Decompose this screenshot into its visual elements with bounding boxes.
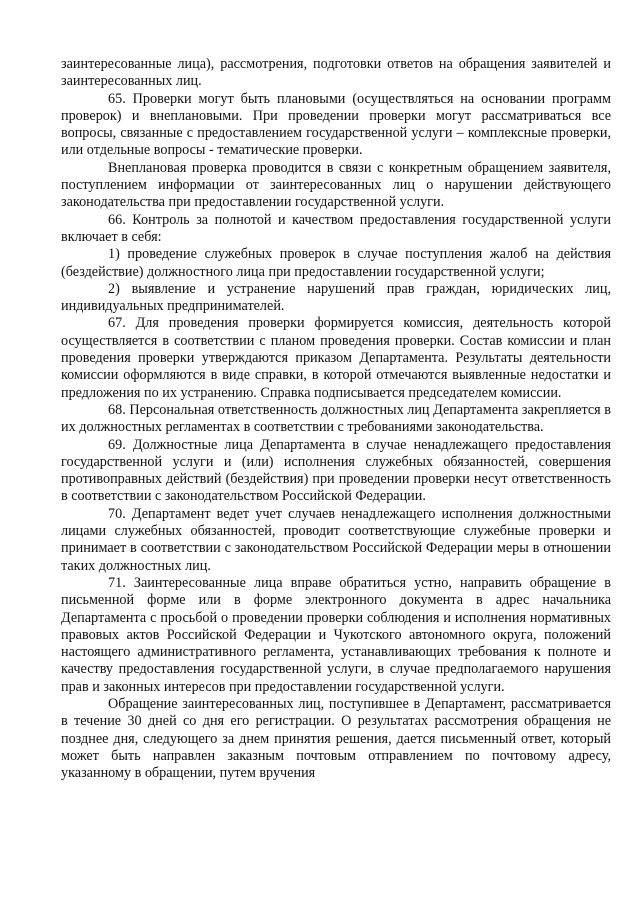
paragraph-67: 67. Для проведения проверки формируется комиссия, деятельность которой осуществляется в соответствии с планом проведения проверки. Состав комиссии и план проведения проверки утверждаются приказом Департамента. Результаты деятельности комиссии оформляются в виде справки, в которой отмечаются выявленные недостатки и предложения по их устранению. Справка подписывается председателем комиссии.	[61, 315, 611, 401]
paragraph-70: 70. Департамент ведет учет случаев ненадлежащего исполнения должностными лицами служебных обязанностей, проводит соответствующие служебные проверки и принимает в соответствии с законодательством Российской Федерации меры в отношении таких должностных лиц.	[61, 505, 611, 574]
paragraph-69: 69. Должностные лица Департамента в случае ненадлежащего предоставления государственной услуги и (или) исполнения служебных обязанностей, совершения противоправных действий (бездействия) при проведении проверки несут ответственность в соответствии с законодательством Российской Федерации.	[61, 436, 611, 505]
paragraph-unscheduled-check: Внеплановая проверка проводится в связи с конкретным обращением заявителя, поступлением информации от заинтересованных лиц о нарушении действующего законодательства при предоставлении государственной услуги.	[61, 159, 611, 211]
paragraph-65: 65. Проверки могут быть плановыми (осуществляться на основании программ проверок) и внеплановыми. При проведении проверки могут рассматриваться все вопросы, связанные с предоставлением государственной услуги – комплексные проверки, или отдельные вопросы - тематические проверки.	[61, 90, 611, 159]
paragraph-71: 71. Заинтересованные лица вправе обратиться устно, направить обращение в письменной форме или в форме электронного документа в адрес начальника Департамента с просьбой о проведении проверки соблюдения и исполнения нормативных правовых актов Российской Федерации и Чукотского автономного округа, положений настоящего административного регламента, устанавливающих требования к полноте и качеству предоставления государственной услуги, в случае предполагаемого нарушения прав и законных интересов при предоставлении государственной услуги.	[61, 574, 611, 695]
paragraph-appeal-review: Обращение заинтересованных лиц, поступившее в Департамент, рассматривается в течение 30 дней со дня его регистрации. О результатах рассмотрения обращения не позднее дня, следующего за днем принятия решения, дается письменный ответ, который может быть направлен заказным почтовым отправлением по почтовому адресу, указанному в обращении, путем вручения	[61, 695, 611, 782]
paragraph-continuation: заинтересованные лица), рассмотрения, подготовки ответов на обращения заявителей и заинтересованных лиц.	[61, 56, 611, 90]
paragraph-68: 68. Персональная ответственность должностных лиц Департамента закрепляется в их должностных регламентах в соответствии с требованиями законодательства.	[61, 401, 611, 436]
document-page	[61, 56, 611, 782]
paragraph-66: 66. Контроль за полнотой и качеством предоставления государственной услуги включает в себя:	[61, 211, 611, 245]
paragraph-66-item-1: 1) проведение служебных проверок в случае поступления жалоб на действия (бездействие) должностного лица при предоставлении государственной услуги;	[61, 246, 611, 280]
paragraph-66-item-2: 2) выявление и устранение нарушений прав граждан, юридических лиц, индивидуальных предпринимателей.	[61, 280, 611, 315]
